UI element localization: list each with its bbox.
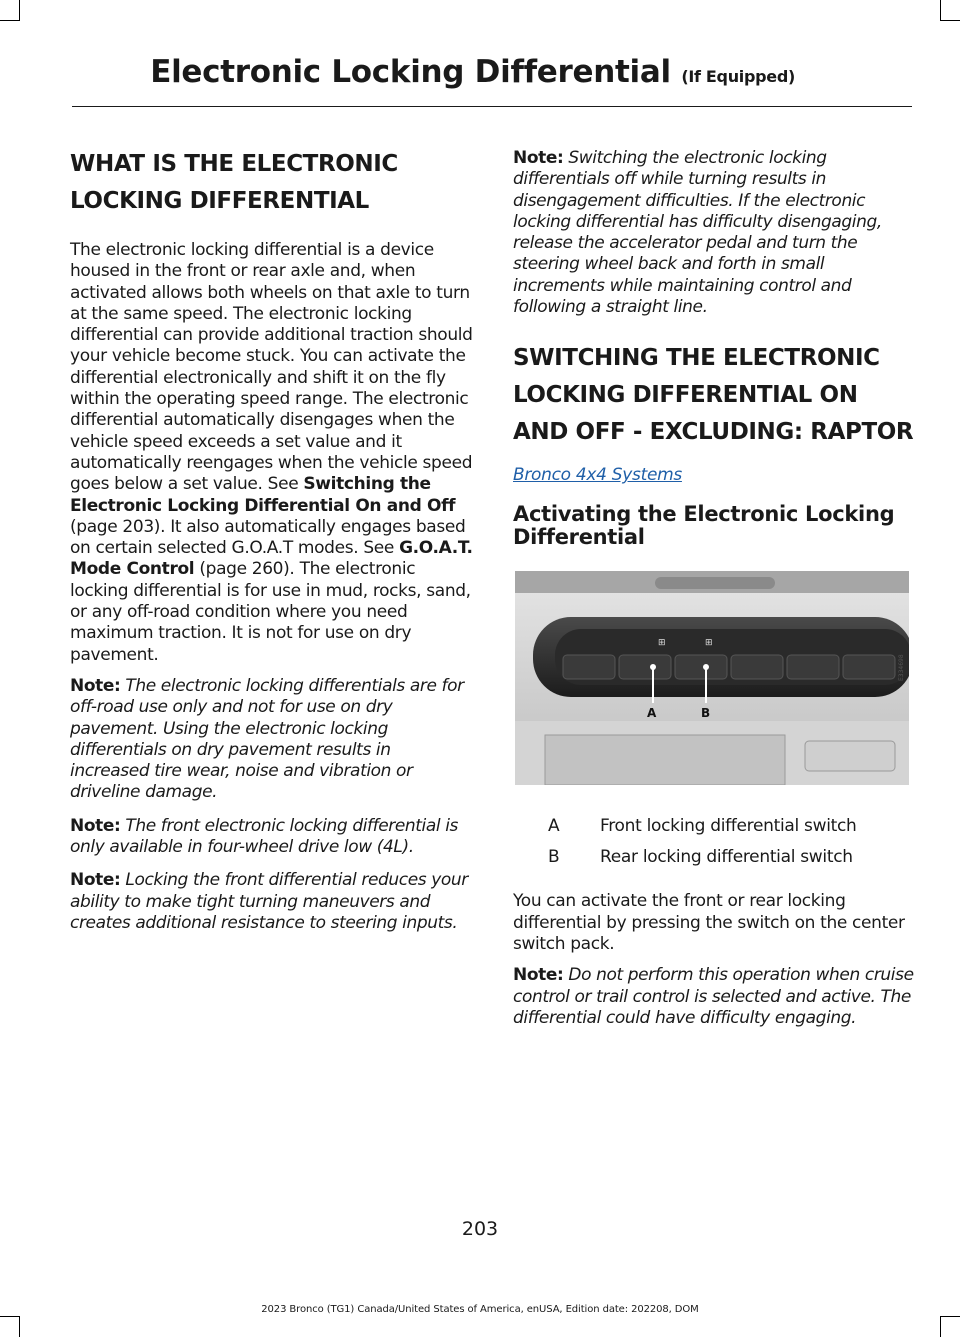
switch-pack-illustration (515, 571, 909, 785)
note-text: Do not perform this operation when cruise control or trail control is selected and active. The differential could have difficulty engaging. (513, 965, 914, 1028)
figure-code: E334698 (898, 654, 905, 682)
note-2 (70, 816, 474, 859)
header-rule (72, 106, 912, 107)
crop-mark (940, 20, 960, 21)
left-column (70, 140, 474, 946)
edition-footer: 2023 Bronco (TG1) Canada/United States of America, enUSA, Edition date: 202208, DOM (261, 1304, 699, 1315)
legend-key: A (548, 816, 560, 837)
subheading-activating: Activating the Electronic Locking Differential (513, 502, 895, 550)
figure-legend (513, 811, 917, 873)
crop-mark (0, 20, 20, 21)
legend-text: Rear locking differential switch (600, 847, 853, 868)
callout-dot-b (703, 664, 709, 670)
bronco-4x4-link[interactable]: Bronco 4x4 Systems (513, 465, 682, 486)
lower-handle (805, 741, 895, 771)
running-head (150, 54, 795, 90)
intro-paragraph (70, 240, 474, 666)
crop-mark (940, 1316, 941, 1337)
activation-paragraph: You can activate the front or rear locking differential by pressing the switch on the center switch pack. (513, 891, 905, 954)
note-top (513, 148, 917, 318)
lower-opening (545, 735, 785, 785)
note-bottom (513, 965, 917, 1029)
cross-reference-page: (page 260). (199, 559, 295, 580)
rear-locker-icon: ⊞ (705, 638, 713, 649)
right-column (513, 140, 917, 1041)
dash-vent (655, 577, 775, 589)
note-3 (70, 870, 474, 934)
callout-dot-a (650, 664, 656, 670)
crop-mark (940, 0, 941, 21)
crop-mark (940, 1316, 960, 1317)
note-label: Note: (513, 965, 564, 986)
page-number: 203 (461, 1218, 499, 1240)
section-heading-what-is: WHAT IS THE ELECTRONIC LOCKING DIFFERENTIAL (70, 151, 398, 214)
switch-pack-svg (515, 571, 909, 785)
switch-4 (731, 655, 783, 679)
note-label: Note: (70, 870, 121, 891)
legend-text: Front locking differential switch (600, 816, 857, 837)
note-text: Switching the electronic locking differentials off while turning results in disengagement difficulties. If the electronic locking differential has difficulty disengaging, release the accelerator pedal and turn the steering wheel back and forth in small increments while maintaining control and following a straight line. (513, 148, 882, 318)
crop-mark (19, 0, 20, 21)
switch-1 (563, 655, 615, 679)
running-head-suffix: (If Equipped) (681, 67, 795, 86)
note-label: Note: (70, 815, 121, 836)
legend-key: B (548, 847, 560, 868)
note-1 (70, 676, 474, 804)
legend-row-b (513, 842, 917, 873)
crop-mark (0, 1316, 20, 1317)
front-locker-icon: ⊞ (658, 638, 666, 649)
note-text: The front electronic locking differential is only available in four-wheel drive low (4L). (70, 815, 459, 858)
note-text: Locking the front differential reduces your ability to make tight turning maneuvers and creates additional resistance to steering inputs. (70, 870, 468, 933)
cross-reference-goat[interactable]: G.O.A.T. Mode Control (70, 538, 473, 580)
switch-6 (843, 655, 895, 679)
note-label: Note: (70, 675, 121, 696)
note-text: The electronic locking differentials are for off-road use only and not for use on dry pavement. Using the electronic locking differentials on dry pavement results in increased tire wear, noise and vibration or driveline damage. (70, 675, 464, 803)
callout-label-a: A (647, 706, 657, 721)
switch-2 (619, 655, 671, 679)
note-label: Note: (513, 148, 564, 168)
legend-row-a (513, 811, 917, 842)
intro-text-end: The electronic locking differential is for use in mud, rocks, sand, or any off-road condition where you need maximum traction. It is not for use on dry pavement. (70, 559, 471, 665)
switch-3 (675, 655, 727, 679)
section-heading-switching: SWITCHING THE ELECTRONIC LOCKING DIFFERENTIAL ON AND OFF - EXCLUDING: RAPTOR (513, 345, 914, 446)
intro-text: The electronic locking differential is a device housed in the front or rear axle and, when activated allows both wheels on that axle to turn at the same speed. The electronic locking differential can provide additional traction should your vehicle become stuck. You can activate the differential electronically and shift it on the fly within the operating speed range. The electronic differential automatically disengages when the vehicle speed exceeds a set value and it automatically reengages when the vehicle speed goes below a set value. See (70, 240, 473, 495)
switch-5 (787, 655, 839, 679)
cross-reference-switching[interactable]: Switching the Electronic Locking Differential On and Off (70, 474, 456, 516)
crop-mark (19, 1316, 20, 1337)
running-head-title: Electronic Locking Differential (150, 54, 671, 90)
cross-reference-page: (page 203). (70, 516, 166, 537)
intro-text-mid: It also automatically engages based on certain selected G.O.A.T modes. See (70, 516, 466, 559)
callout-label-b: B (701, 706, 711, 721)
